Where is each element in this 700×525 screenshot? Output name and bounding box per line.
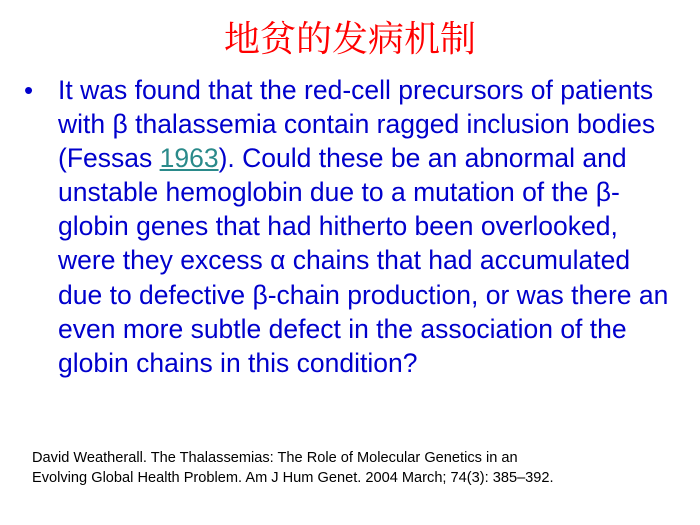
bullet-text-after-link: ). Could these be an abnormal and unstable hemoglobin due to a mutation of the β-globin genes that had hitherto been overlooked, were they excess α chains that had accumulated due to defective β-chain production, or was there an even more subtle defect in the association of the globin chains in this condition? xyxy=(58,143,669,378)
reference-line-2: Evolving Global Health Problem. Am J Hum Genet. 2004 March; 74(3): 385–392. xyxy=(32,470,554,486)
bullet-paragraph xyxy=(58,73,676,380)
slide-title: 地贫的发病机制 xyxy=(223,19,476,60)
bullet-text-before-link: It was found that the red-cell precursors of patients with β thalassemia contain ragged inclusion bodies (Fessas xyxy=(58,75,656,174)
reference-line-1: David Weatherall. The Thalassemias: The Role of Molecular Genetics in an xyxy=(32,450,518,466)
reference-citation xyxy=(32,448,672,488)
bullet-item xyxy=(24,73,684,380)
citation-link-1963[interactable]: 1963 xyxy=(159,143,219,174)
bullet-marker: • xyxy=(24,75,34,105)
